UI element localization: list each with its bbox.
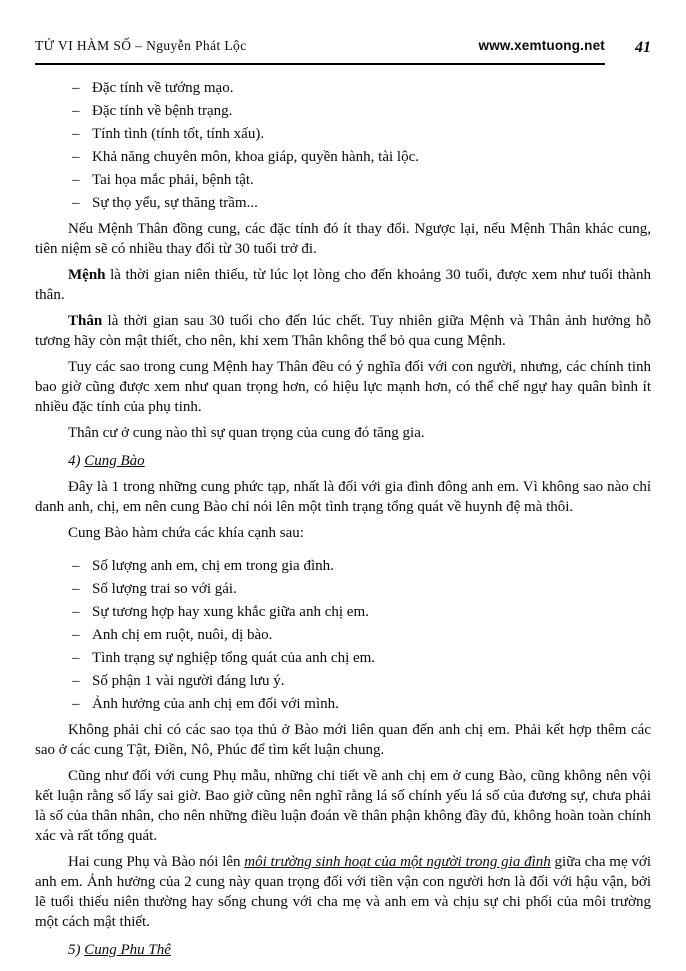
emphasized-phrase: môi trường sinh hoạt của một người trong gia đình	[244, 854, 551, 870]
list-item-text: Số lượng anh em, chị em trong gia đình.	[92, 558, 334, 574]
list-item	[72, 625, 651, 645]
page-number: 41	[635, 39, 651, 56]
list-item-text: Đặc tính về bệnh trạng.	[92, 103, 233, 119]
paragraph: Nếu Mệnh Thân đồng cung, các đặc tính đó ít thay đổi. Ngược lại, nếu Mệnh Thân khác cung, tiên niệm sẽ có nhiều thay đổi từ 30 tuổi trở đi.	[35, 221, 651, 257]
term-than: Thân	[68, 313, 103, 329]
heading-title: Cung Phu Thê	[84, 942, 171, 958]
list-item	[72, 579, 651, 599]
dash-marker: –	[72, 149, 80, 165]
section-heading-cung-bao	[35, 451, 651, 471]
list-item	[72, 648, 651, 668]
list-item	[72, 101, 651, 121]
paragraph: Đây là 1 trong những cung phức tạp, nhất là đối với gia đình đông anh em. Vì không sao nào chỉ danh anh, chị, em nên cung Bào chỉ nói lên một tình trạng tổng quát về huynh đệ mà thôi.	[35, 479, 651, 515]
paragraph-text: giữa cha mẹ với anh em. Ảnh hưởng của 2 cung này quan trọng đối với tiền vận con người hơn là đối với hậu vận, bởi lẽ tuổi thiếu niên thường hay sống chung với cha mẹ và anh em và chịu sự chi phối của môi trường một cách mật thiết.	[35, 854, 651, 930]
list-item-text: Tai họa mắc phải, bệnh tật.	[92, 172, 254, 188]
page-content	[35, 78, 651, 960]
dash-marker: –	[72, 696, 80, 712]
dash-marker: –	[72, 195, 80, 211]
list-item	[72, 602, 651, 622]
list-item	[72, 694, 651, 714]
list-item	[72, 556, 651, 576]
list-item	[72, 193, 651, 213]
list-item-text: Khả năng chuyên môn, khoa giáp, quyền hành, tài lộc.	[92, 149, 419, 165]
bullet-list-menh-than	[35, 78, 651, 213]
paragraph	[35, 852, 651, 932]
list-item	[72, 170, 651, 190]
list-item-text: Tính tình (tính tốt, tính xấu).	[92, 126, 265, 142]
dash-marker: –	[72, 627, 80, 643]
paragraph-text: là thời gian niên thiếu, từ lúc lọt lòng cho đến khoảng 30 tuổi, được xem như tuổi thành thân.	[35, 267, 651, 303]
book-title: TỬ VI HÀM SỐ – Nguyễn Phát Lộc	[35, 38, 247, 53]
paragraph-text: là thời gian sau 30 tuổi cho đến lúc chết. Tuy nhiên giữa Mệnh và Thân ảnh hưởng hỗ tương hãy còn mật thiết, cho nên, khi xem Thân không thể bỏ qua cung Mệnh.	[35, 313, 651, 349]
section-heading-cung-phu-the	[35, 940, 651, 960]
paragraph: Cũng như đối với cung Phụ mẫu, những chi tiết về anh chị em ở cung Bào, cũng không nên vội kết luận rằng số lấy sai giờ. Bao giờ cũng nên nghĩ rằng lá số chính yếu lá số của đương sự, chưa phải là số của thân nhân, cho nên những điều luận đoán về thân phận không đầy đủ, không hoàn toàn chính xác và rất tổng quát.	[35, 768, 651, 844]
paragraph	[35, 311, 651, 351]
list-item-text: Sự tương hợp hay xung khắc giữa anh chị em.	[92, 604, 369, 620]
dash-marker: –	[72, 604, 80, 620]
dash-marker: –	[72, 650, 80, 666]
paragraph: Cung Bào hàm chứa các khía cạnh sau:	[68, 525, 304, 541]
list-item-text: Số phận 1 vài người đáng lưu ý.	[92, 673, 285, 689]
dash-marker: –	[72, 80, 80, 96]
paragraph: Tuy các sao trong cung Mệnh hay Thân đều có ý nghĩa đối với con người, nhưng, các chính tinh bao giờ cũng được xem như quan trọng hơn, có hiệu lực mạnh hơn, có thể chế ngự hay quân bình ít nhiều đặc tính của phụ tinh.	[35, 359, 651, 415]
paragraph	[35, 265, 651, 305]
list-item-text: Tình trạng sự nghiệp tổng quát của anh chị em.	[92, 650, 376, 666]
dash-marker: –	[72, 103, 80, 119]
dash-marker: –	[72, 126, 80, 142]
list-item-text: Đặc tính về tướng mạo.	[92, 80, 234, 96]
heading-title: Cung Bào	[84, 453, 145, 469]
paragraph-text: Hai cung Phụ và Bào nói lên	[68, 854, 245, 870]
list-item-text: Số lượng trai so với gái.	[92, 581, 237, 597]
term-menh: Mệnh	[68, 267, 106, 283]
dash-marker: –	[72, 558, 80, 574]
header-rule	[35, 38, 605, 65]
page-header	[35, 38, 651, 65]
list-item	[72, 671, 651, 691]
list-item	[72, 147, 651, 167]
bullet-list-cung-bao	[35, 556, 651, 714]
list-item	[72, 78, 651, 98]
heading-number: 4)	[68, 453, 85, 469]
paragraph: Thân cư ở cung nào thì sự quan trọng của cung đó tăng gia.	[68, 425, 425, 441]
list-item-text: Ảnh hưởng của anh chị em đối với mình.	[92, 696, 339, 712]
paragraph: Không phải chỉ có các sao tọa thủ ở Bào mới liên quan đến anh chị em. Phải kết hợp thêm các sao ở các cung Tật, Điền, Nô, Phúc để tìm kết luận chung.	[35, 722, 651, 758]
list-item	[72, 124, 651, 144]
website-label: www.xemtuong.net	[478, 38, 605, 53]
dash-marker: –	[72, 673, 80, 689]
list-item-text: Sự thọ yểu, sự thăng trầm...	[92, 195, 258, 211]
dash-marker: –	[72, 172, 80, 188]
list-item-text: Anh chị em ruột, nuôi, dị bào.	[92, 627, 273, 643]
dash-marker: –	[72, 581, 80, 597]
heading-number: 5)	[68, 942, 85, 958]
